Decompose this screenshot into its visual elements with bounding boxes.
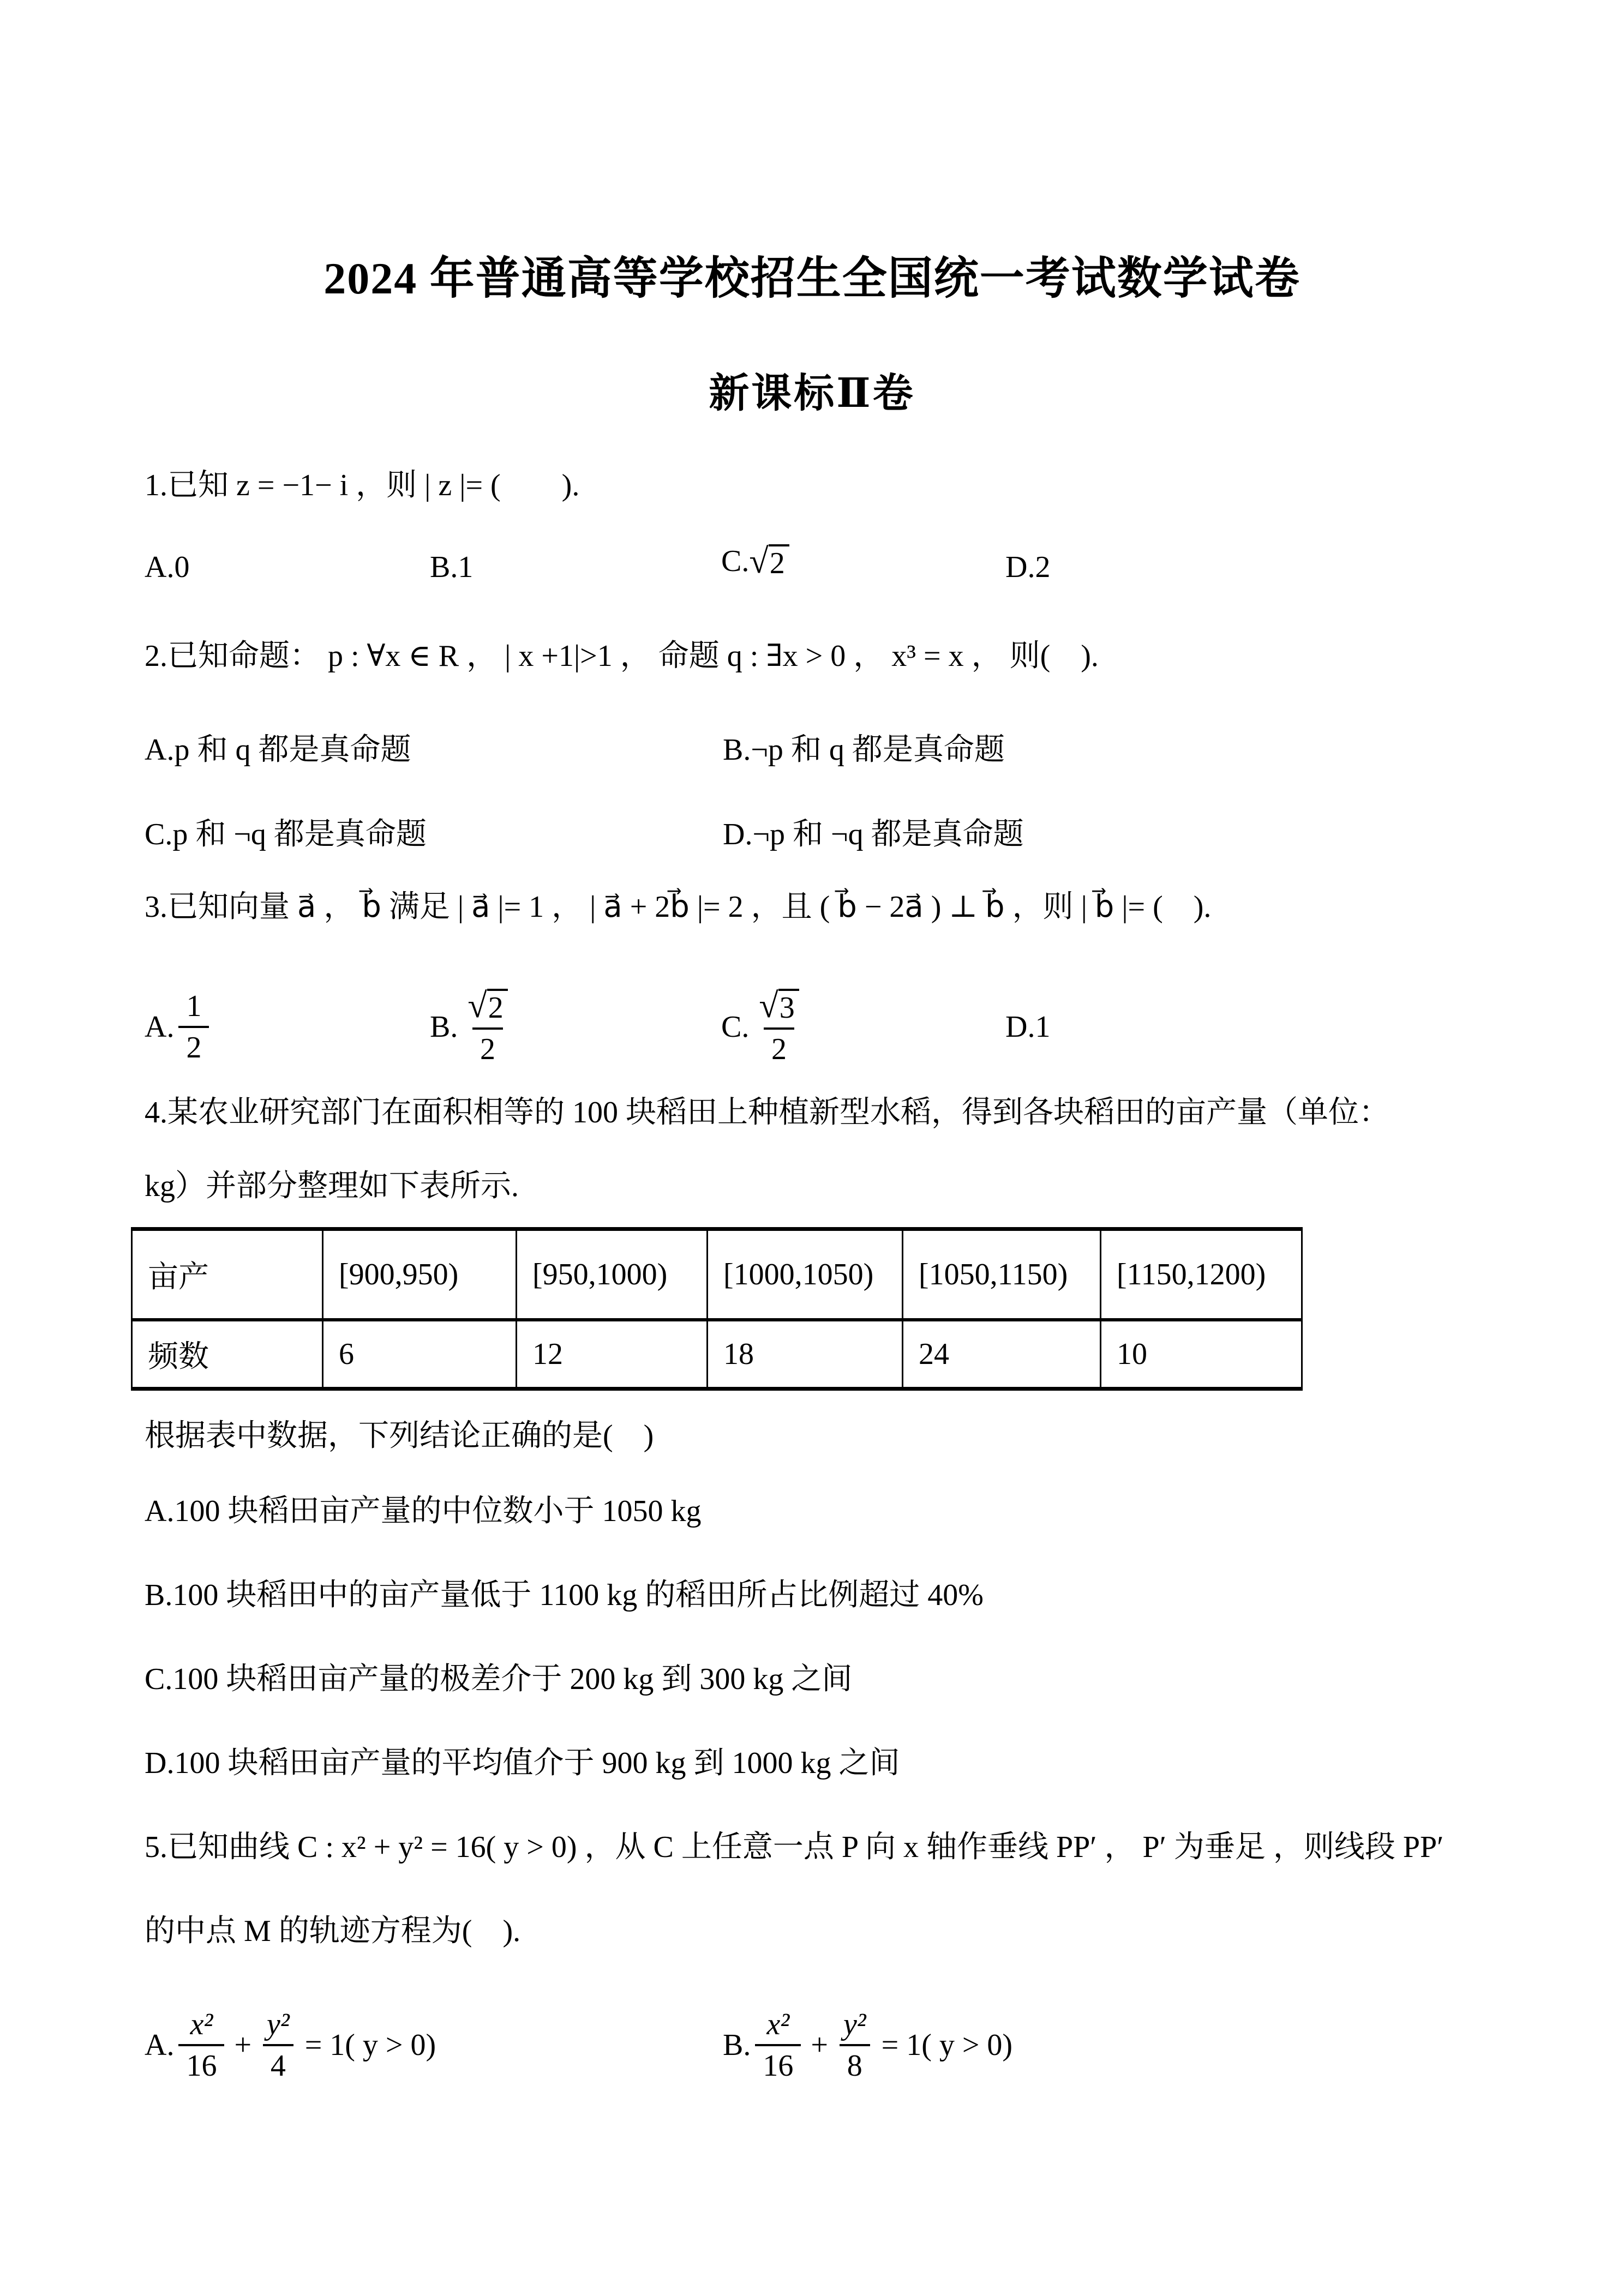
table-cell: [950,1000) — [517, 1229, 708, 1320]
fraction — [462, 986, 513, 1066]
fraction-numerator: 1 — [186, 989, 202, 1023]
question-4-stem-line2: kg）并部分整理如下表所示. — [145, 1169, 519, 1203]
sqrt-expression — [759, 986, 799, 1025]
fraction-denominator: 8 — [840, 2044, 870, 2081]
page-title: 2024 年普通高等学校招生全国统一考试数学试卷 — [323, 254, 1301, 303]
fraction-numerator — [462, 986, 513, 1027]
q1-option-a: A.0 — [145, 550, 190, 584]
q3-option-b — [430, 979, 518, 1074]
radical-sign: √ — [749, 541, 769, 580]
q3-option-d — [1005, 979, 1050, 1074]
table-row-yield — [132, 1229, 1302, 1320]
radicand: 2 — [487, 989, 508, 1023]
fraction-numerator: y² — [267, 2008, 290, 2041]
plus-sign: + — [234, 2028, 252, 2062]
q5-option-b — [723, 1985, 1012, 2105]
fraction — [753, 986, 804, 1066]
table-cell: 亩产 — [132, 1229, 323, 1320]
fraction-numerator — [753, 986, 804, 1027]
fraction — [755, 2009, 801, 2081]
question-5-stem-line1: 5.已知曲线 C : x² + y² = 16( y > 0) ，从 C 上任意一点 P 向 x 轴作垂线 PP′ ， P′ 为垂足 ，则线段 PP′ — [145, 1830, 1444, 1864]
plus-sign: + — [811, 2028, 828, 2062]
question-4-prompt: 根据表中数据，下列结论正确的是( ) — [145, 1419, 654, 1453]
table-cell: 频数 — [132, 1320, 323, 1389]
fraction-numerator: x² — [766, 2008, 790, 2041]
fraction-denominator: 4 — [263, 2044, 293, 2081]
fraction-denominator: 16 — [178, 2044, 224, 2081]
q1-option-c — [721, 529, 789, 593]
q4-option-b: B.100 块稻田中的亩产量低于 1100 kg 的稻田所占比例超过 40% — [145, 1578, 984, 1612]
q2-option-c: C.p 和 ¬q 都是真命题 — [145, 818, 427, 851]
fraction-numerator: x² — [190, 2008, 213, 2041]
q4-option-a: A.100 块稻田亩产量的中位数小于 1050 kg — [145, 1494, 702, 1528]
question-2-options-row1 — [145, 725, 1559, 791]
fraction-denominator: 2 — [472, 1027, 503, 1065]
question-1-stem: 1.已知 z = −1− i ，则 | z |= ( ). — [145, 468, 580, 502]
q1-option-c-label: C. — [721, 544, 750, 578]
q3-option-a-label: A. — [145, 1009, 175, 1044]
fraction-denominator: 2 — [764, 1027, 794, 1065]
fraction-denominator: 16 — [755, 2044, 801, 2081]
fraction — [261, 2009, 295, 2081]
fraction-numerator: y² — [843, 2008, 866, 2041]
table-cell: 6 — [323, 1320, 517, 1389]
q3-option-c — [721, 979, 809, 1074]
q2-option-a: A.p 和 q 都是真命题 — [145, 733, 411, 767]
fraction — [838, 2009, 872, 2081]
q1-option-b: B.1 — [430, 550, 474, 584]
radical-sign: √ — [759, 986, 778, 1025]
q2-option-d: D.¬p 和 ¬q 都是真命题 — [723, 818, 1024, 851]
question-3-stem: 3.已知向量 a⃗ ， b⃗ 满足 | a⃗ |= 1 ， | a⃗ + 2b⃗ |= 2 ，且 ( b⃗ − 2a⃗ ) ⊥ b⃗ ，则 | b⃗ |= ( ). — [145, 890, 1212, 924]
question-5-stem-line2: 的中点 M 的轨迹方程为( ). — [145, 1914, 521, 1948]
fraction — [178, 991, 209, 1063]
page-subtitle: 新课标Ⅱ卷 — [709, 371, 915, 416]
q5-option-b-label: B. — [723, 2028, 751, 2062]
radical-sign: √ — [468, 986, 487, 1025]
table-row-frequency — [132, 1320, 1302, 1389]
table-cell: [1150,1200) — [1101, 1229, 1302, 1320]
table-cell: [900,950) — [323, 1229, 517, 1320]
question-2-stem: 2.已知命题： p : ∀x ∈ R ， | x +1|>1 ， 命题 q : ∃x > 0 ， x³ = x ， 则( ). — [145, 639, 1099, 673]
q5-option-a-label: A. — [145, 2028, 175, 2062]
question-1-options — [145, 541, 1559, 615]
question-4-stem-line1: 4.某农业研究部门在面积相等的 100 块稻田上种植新型水稻，得到各块稻田的亩产量（单位： — [145, 1096, 1389, 1129]
question-3-options — [145, 979, 1559, 1074]
q4-option-c: C.100 块稻田亩产量的极差介于 200 kg 到 300 kg 之间 — [145, 1662, 853, 1696]
q3-option-d-label: D.1 — [1005, 1009, 1051, 1044]
q4-option-d: D.100 块稻田亩产量的平均值介于 900 kg 到 1000 kg 之间 — [145, 1746, 900, 1780]
q1-option-d: D.2 — [1005, 550, 1051, 584]
sqrt-expression — [749, 541, 789, 580]
q3-option-c-label: C. — [721, 1009, 750, 1044]
table-cell: [1050,1150) — [903, 1229, 1101, 1320]
fraction-denominator: 2 — [178, 1026, 209, 1063]
table-cell: [1000,1050) — [708, 1229, 903, 1320]
yield-table — [131, 1227, 1303, 1391]
table-cell: 18 — [708, 1320, 903, 1389]
radicand: 2 — [769, 544, 789, 579]
q2-option-b: B.¬p 和 q 都是真命题 — [723, 733, 1005, 767]
sqrt-expression — [468, 986, 507, 1025]
equation-rhs: = 1( y > 0) — [881, 2028, 1013, 2062]
q3-option-b-label: B. — [430, 1009, 458, 1044]
table-cell: 24 — [903, 1320, 1101, 1389]
equation-rhs: = 1( y > 0) — [304, 2028, 436, 2062]
question-2-options-row2 — [145, 810, 1559, 875]
q3-option-a — [145, 979, 213, 1074]
table-cell: 12 — [517, 1320, 708, 1389]
fraction — [178, 2009, 224, 2081]
q5-option-a — [145, 1985, 436, 2105]
table-cell: 10 — [1101, 1320, 1302, 1389]
radicand: 3 — [778, 989, 799, 1023]
question-5-options — [145, 1985, 1559, 2105]
